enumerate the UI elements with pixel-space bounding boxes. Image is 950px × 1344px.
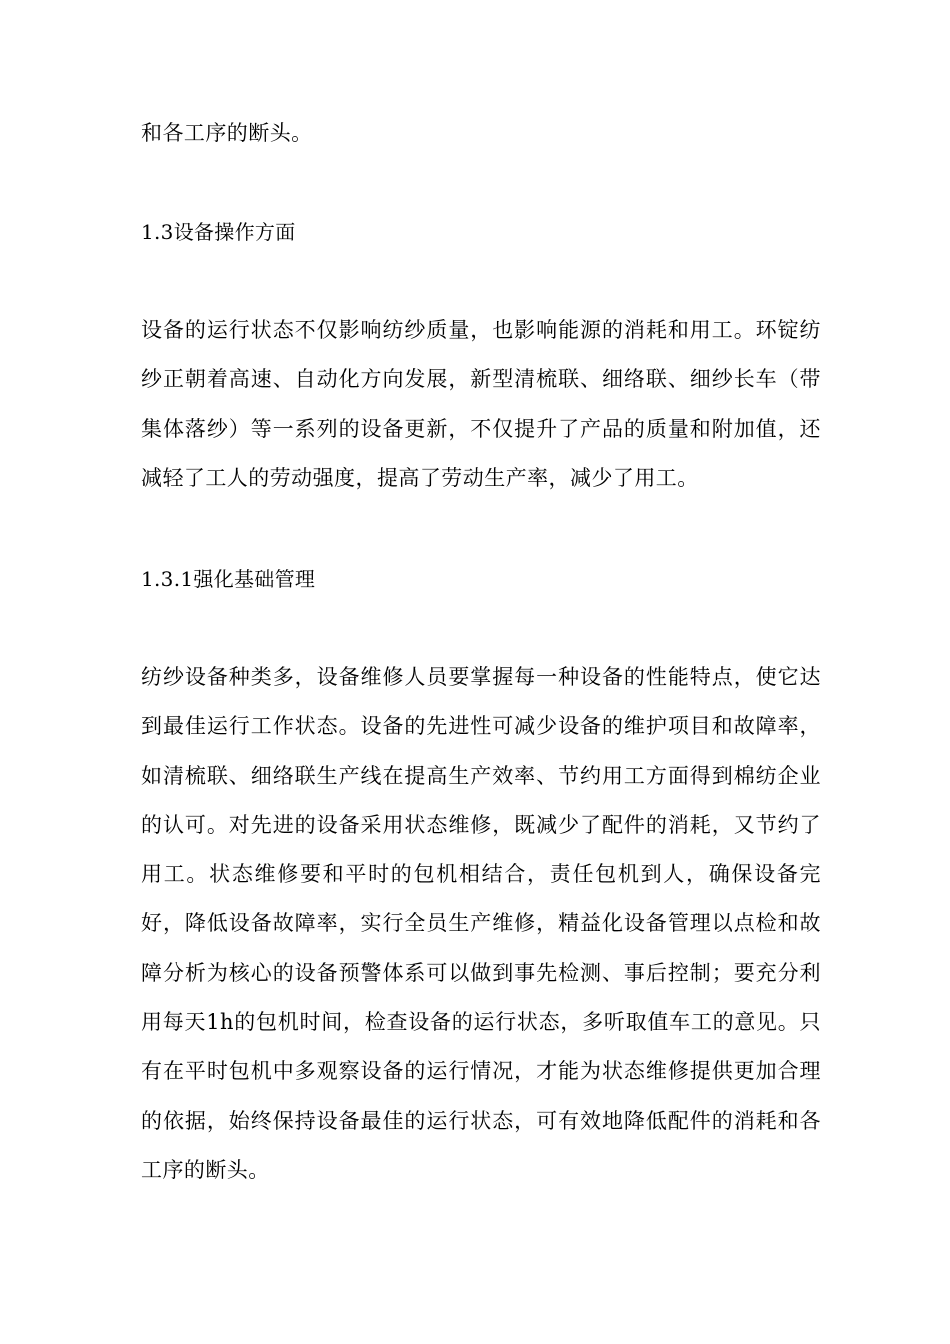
paragraph-basic-management: 纺纱设备种类多，设备维修人员要掌握每一种设备的性能特点，使它达到最佳运行工作状态。设备的先进性可减少设备的维护项目和故障率，如清梳联、细络联生产线在提高生产效率、节约用工方面得到棉纺企业的认可。对先进的设备采用状态维修，既减少了配件的消耗，又节约了用工。状态维修要和平时的包机相结合，责任包机到人，确保设备完好，降低设备故障率，实行全员生产维修，精益化设备管理以点检和故障分析为核心的设备预警体系可以做到事先检测、事后控制；要充分利用每天1h的包机时间，检查设备的运行状态，多听取值车工的意见。只有在平时包机中多观察设备的运行情况，才能为状态维修提供更加合理的依据，始终保持设备最佳的运行状态，可有效地降低配件的消耗和各工序的断头。 [141,665,821,1182]
paragraph-continuation: 和各工序的断头。 [141,121,313,145]
paragraph-equipment-status: 设备的运行状态不仅影响纺纱质量，也影响能源的消耗和用工。环锭纺纱正朝着高速、自动化方向发展，新型清梳联、细络联、细纱长车（带集体落纱）等一系列的设备更新，不仅提升了产品的质量和附加值，还减轻了工人的劳动强度，提高了劳动生产率，减少了用工。 [141,318,821,490]
section-heading-1-3-1: 1.3.1强化基础管理 [141,567,316,591]
section-heading-1-3: 1.3设备操作方面 [141,220,296,244]
